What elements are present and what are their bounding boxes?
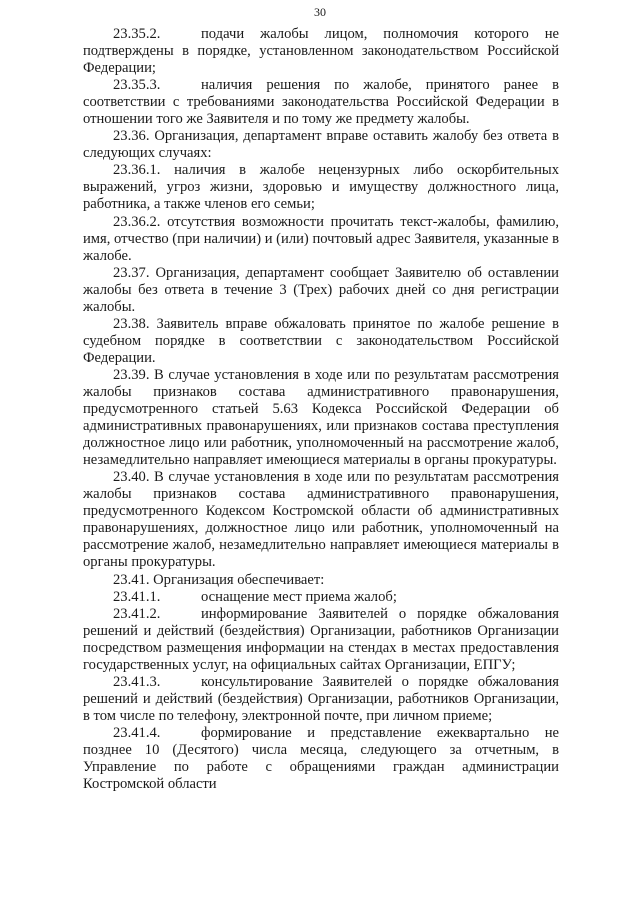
page-number: 30 <box>314 5 326 19</box>
paragraph-text: информирование Заявителей о порядке обжалования решений и действий (бездействия) Организации, работников Организации посредством размещения информации на стендах в местах предоставления государственных услуг, на официальных сайтах Организации, ЕПГУ; <box>83 605 559 673</box>
paragraph-23-39: 23.39. В случае установления в ходе или по результатам рассмотрения жалобы признаков состава административного правонарушения, предусмотренного статьей 5.63 Кодекса Российской Федерации об административных правонарушениях, или признаков состава преступления должностное лицо или работник, уполномоченный на рассмотрение жалоб, незамедлительно направляет имеющиеся материалы в органы прокуратуры. <box>83 366 559 469</box>
paragraph-23-40: 23.40. В случае установления в ходе или по результатам рассмотрения жалобы признаков состава административного правонарушения, предусмотренного Кодексом Костромской области об административных правонарушениях, должностное лицо или работник, уполномоченный на рассмотрение жалоб, незамедлительно направляет имеющиеся материалы в органы прокуратуры. <box>83 469 559 571</box>
paragraph-23-35-3 <box>83 77 559 128</box>
item-number: 23.41.2. <box>113 605 161 622</box>
paragraph-23-36-2: 23.36.2. отсутствия возможности прочитать текст-жалобы, фамилию, имя, отчество (при наличии) и (или) почтовый адрес Заявителя, указанные в жалобе. <box>83 213 559 264</box>
paragraph-23-36-1: 23.36.1. наличия в жалобе нецензурных либо оскорбительных выражений, угроз жизни, здоровью и имуществу должностного лица, работника, а также членов его семьи; <box>83 162 559 213</box>
paragraph-text: наличия решения по жалобе, принятого ранее в соответствии с требованиями законодательства Российской Федерации в отношении того же Заявителя и по тому же предмету жалобы. <box>83 77 559 128</box>
paragraph-text: подачи жалобы лицом, полномочия которого не подтверждены в порядке, установленном законодательством Российской Федерации; <box>83 26 559 77</box>
item-number: 23.41.4. <box>113 724 161 741</box>
document-body <box>83 26 559 793</box>
item-number: 23.41.3. <box>113 673 161 690</box>
paragraph-text: оснащение мест приема жалоб; <box>201 588 397 605</box>
paragraph-23-41-4 <box>83 725 559 793</box>
item-number: 23.35.2. <box>113 26 161 42</box>
paragraph-23-41-2 <box>83 606 559 674</box>
paragraph-23-41-1 <box>83 589 559 606</box>
paragraph-text: консультирование Заявителей о порядке обжалования решений и действий (бездействия) Организации, работников Организации, в том числе по телефону, электронной почте, при личном приеме; <box>83 673 559 724</box>
paragraph-23-36: 23.36. Организация, департамент вправе оставить жалобу без ответа в следующих случаях: <box>83 128 559 162</box>
paragraph-23-38: 23.38. Заявитель вправе обжаловать принятое по жалобе решение в судебном порядке в соответствии с законодательством Российской Федерации. <box>83 315 559 366</box>
item-number: 23.35.3. <box>113 77 161 94</box>
item-number: 23.41.1. <box>113 588 161 605</box>
paragraph-text: формирование и представление ежеквартально не позднее 10 (Десятого) числа месяца, следующего за отчетным, в Управление по работе с обращениями граждан администрации Костромской области <box>83 724 559 793</box>
paragraph-23-41-3 <box>83 674 559 725</box>
paragraph-23-41: 23.41. Организация обеспечивает: <box>113 571 325 588</box>
paragraph-23-35-2 <box>83 26 559 77</box>
paragraph-23-37: 23.37. Организация, департамент сообщает Заявителю об оставлении жалобы без ответа в течение 3 (Трех) рабочих дней со дня регистрации жалобы. <box>83 264 559 315</box>
